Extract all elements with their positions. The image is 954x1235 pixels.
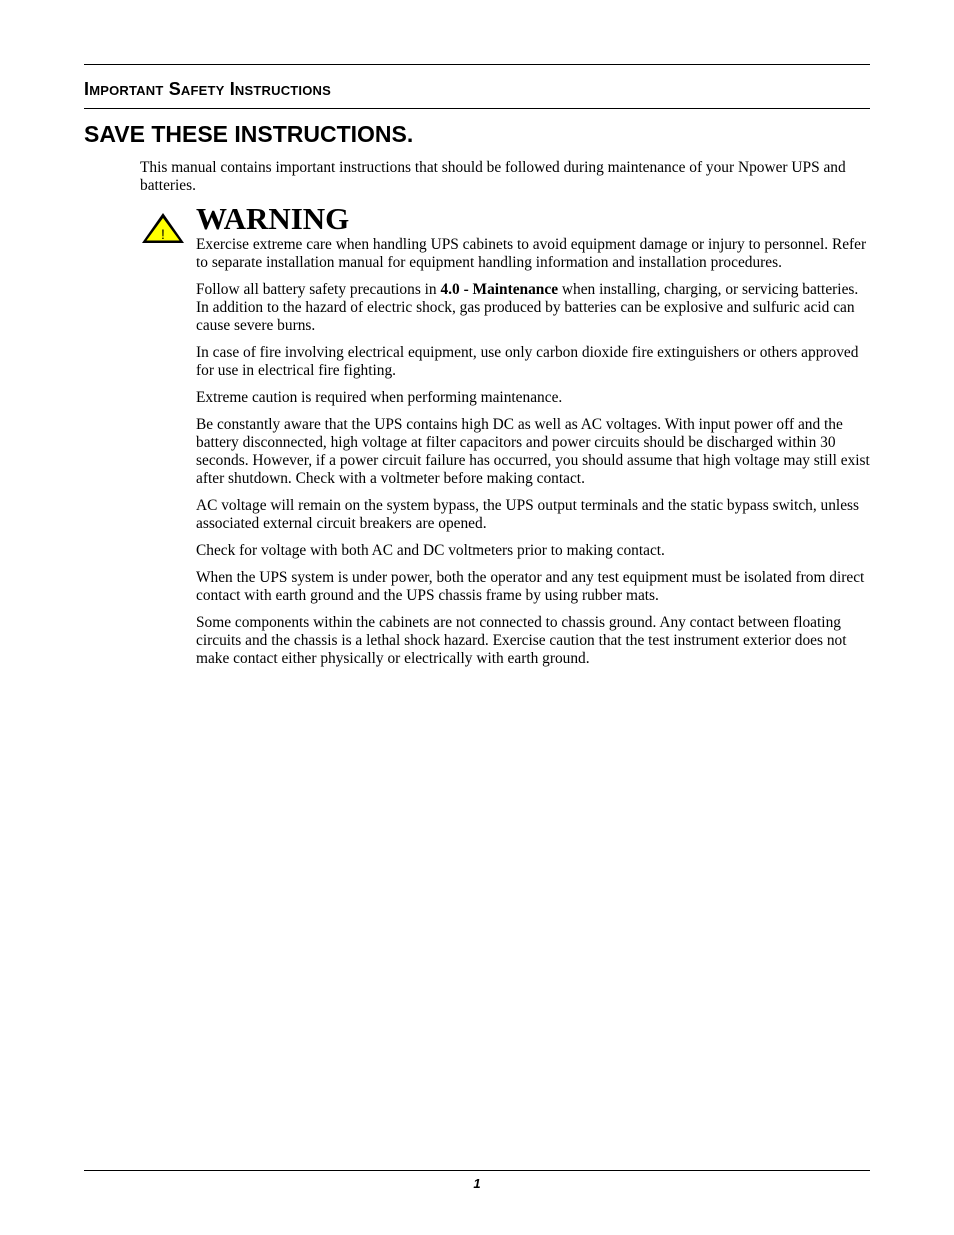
- footer-rule: [84, 1170, 870, 1171]
- maintenance-reference: 4.0 - Maintenance: [440, 281, 559, 298]
- warning-glyph: !: [161, 226, 165, 242]
- page-number: 1: [473, 1176, 481, 1191]
- warning-paragraph-4: Extreme caution is required when performing maintenance.: [196, 389, 563, 406]
- warning-title: WARNING: [196, 201, 350, 236]
- section-title: Important Safety Instructions: [84, 79, 332, 99]
- warning-paragraph-9: Some components within the cabinets are not connected to chassis ground. Any contact between floating circuits and the chassis is a lethal shock hazard. Exercise caution that the test instrument exterior does not make contact either physically or electrically with earth ground.: [196, 614, 847, 667]
- warning-body: [196, 236, 872, 677]
- warning-paragraph-3: In case of fire involving electrical equipment, use only carbon dioxide fire extinguishers or others approved for use in electrical fire fighting.: [196, 344, 859, 379]
- warning-paragraph-2: [196, 281, 872, 335]
- page-title: SAVE THESE INSTRUCTIONS.: [84, 121, 414, 147]
- warning-paragraph-7: Check for voltage with both AC and DC voltmeters prior to making contact.: [196, 542, 665, 559]
- warning-paragraph-8: When the UPS system is under power, both the operator and any test equipment must be isolated from direct contact with earth ground and the UPS chassis frame by using rubber mats.: [196, 569, 865, 604]
- warning-paragraph-1: Exercise extreme care when handling UPS cabinets to avoid equipment damage or injury to personnel. Refer to separate installation manual for equipment handling information and installation procedures.: [196, 236, 867, 271]
- header-bottom-rule: [84, 108, 870, 109]
- warning-triangle-icon: [140, 211, 186, 245]
- warning-paragraph-6: AC voltage will remain on the system bypass, the UPS output terminals and the static bypass switch, unless associated external circuit breakers are opened.: [196, 497, 859, 532]
- header-top-rule: [84, 64, 870, 65]
- warning-paragraph-2-before: Follow all battery safety precautions in: [196, 281, 441, 298]
- warning-paragraph-5: Be constantly aware that the UPS contains high DC as well as AC voltages. With input power off and the battery disconnected, high voltage at filter capacitors and power circuits should be discharged within 30 seconds. However, if a power circuit failure has occurred, you should assume that high voltage may still exist after shutdown. Check with a voltmeter before making contact.: [196, 416, 870, 487]
- warning-paragraph-2-after: when installing, charging, or servicing batteries. In addition to the hazard of electric shock, gas produced by batteries can be explosive and sulfuric acid can cause severe burns.: [196, 281, 859, 334]
- intro-paragraph: This manual contains important instructions that should be followed during maintenance of your Npower UPS and batteries.: [140, 159, 846, 194]
